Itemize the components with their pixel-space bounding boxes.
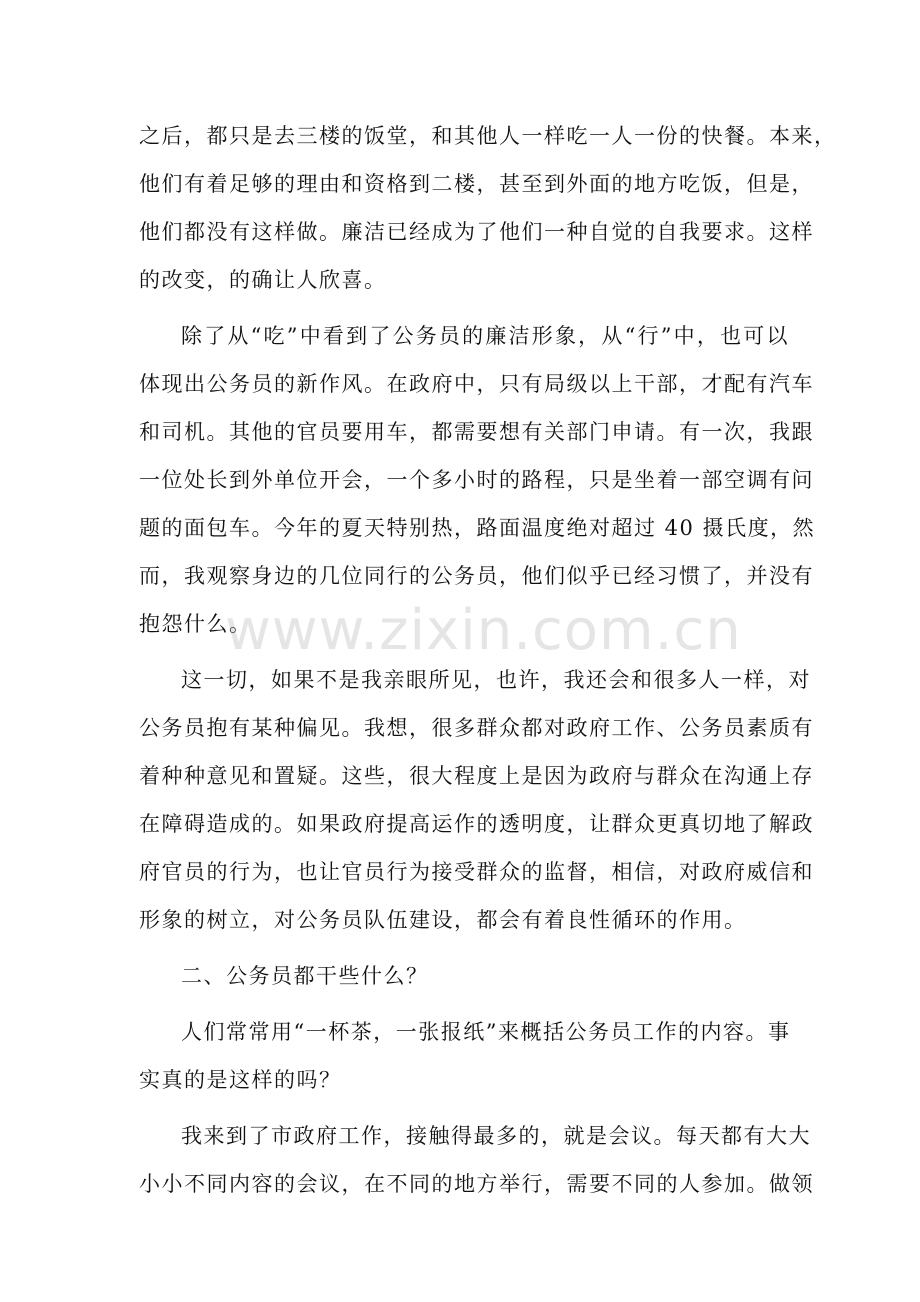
text-line: 题的面包车。今年的夏天特别热，路面温度绝对超过 40 摄氏度，然 xyxy=(139,516,816,540)
text-line: 这一切，如果不是我亲眼所见，也许，我还会和很多人一样，对 xyxy=(181,668,811,692)
paragraph xyxy=(139,312,816,648)
text-line: 人们常常用“一杯茶，一张报纸”来概括公务员工作的内容。事 xyxy=(181,1020,791,1044)
paragraph xyxy=(139,112,837,304)
text-line: 府官员的行为，也让官员行为接受群众的监督，相信，对政府威信和 xyxy=(139,860,814,884)
text-line: 公务员抱有某种偏见。我想，很多群众都对政府工作、公务员素质有 xyxy=(139,716,814,740)
text-line: 形象的树立，对公务员队伍建设，都会有着良性循环的作用。 xyxy=(139,908,747,932)
text-line: 小小不同内容的会议，在不同的地方举行，需要不同的人参加。做领 xyxy=(139,1172,814,1196)
text-line: 实真的是这样的吗？ xyxy=(139,1068,342,1092)
text-line: 之后，都只是去三楼的饭堂，和其他人一样吃一人一份的快餐。本来， xyxy=(139,124,837,148)
text-line: 他们有着足够的理由和资格到二楼，甚至到外面的地方吃饭，但是， xyxy=(139,172,814,196)
text-line: 的改变，的确让人欣喜。 xyxy=(139,268,387,292)
text-line: 一位处长到外单位开会，一个多小时的路程，只是坐着一部空调有问 xyxy=(139,468,814,492)
text-line: 而，我观察身边的几位同行的公务员，他们似乎已经习惯了，并没有 xyxy=(139,564,814,588)
text-line: 体现出公务员的新作风。在政府中，只有局级以上干部，才配有汽车 xyxy=(139,372,814,396)
paragraph xyxy=(139,1008,789,1104)
text-line: 除了从“吃”中看到了公务员的廉洁形象，从“行”中，也可以 xyxy=(181,324,789,348)
paragraph xyxy=(139,656,814,944)
text-line: 我来到了市政府工作，接触得最多的，就是会议。每天都有大大 xyxy=(181,1124,811,1148)
watermark: www.zixin.com.cn xyxy=(225,598,742,663)
paragraph xyxy=(139,1112,814,1208)
text-line: 和司机。其他的官员要用车，都需要想有关部门申请。有一次，我跟 xyxy=(139,420,814,444)
text-line: 抱怨什么。 xyxy=(139,612,252,636)
text-line: 着种种意见和置疑。这些，很大程度上是因为政府与群众在沟通上存 xyxy=(139,764,814,788)
document-body xyxy=(139,112,837,1208)
section-heading xyxy=(139,952,789,1000)
text-line: 在障碍造成的。如果政府提高运作的透明度，让群众更真切地了解政 xyxy=(139,812,814,836)
text-line: 二、公务员都干些什么？ xyxy=(181,964,429,988)
text-line: 他们都没有这样做。廉洁已经成为了他们一种自觉的自我要求。这样 xyxy=(139,220,814,244)
